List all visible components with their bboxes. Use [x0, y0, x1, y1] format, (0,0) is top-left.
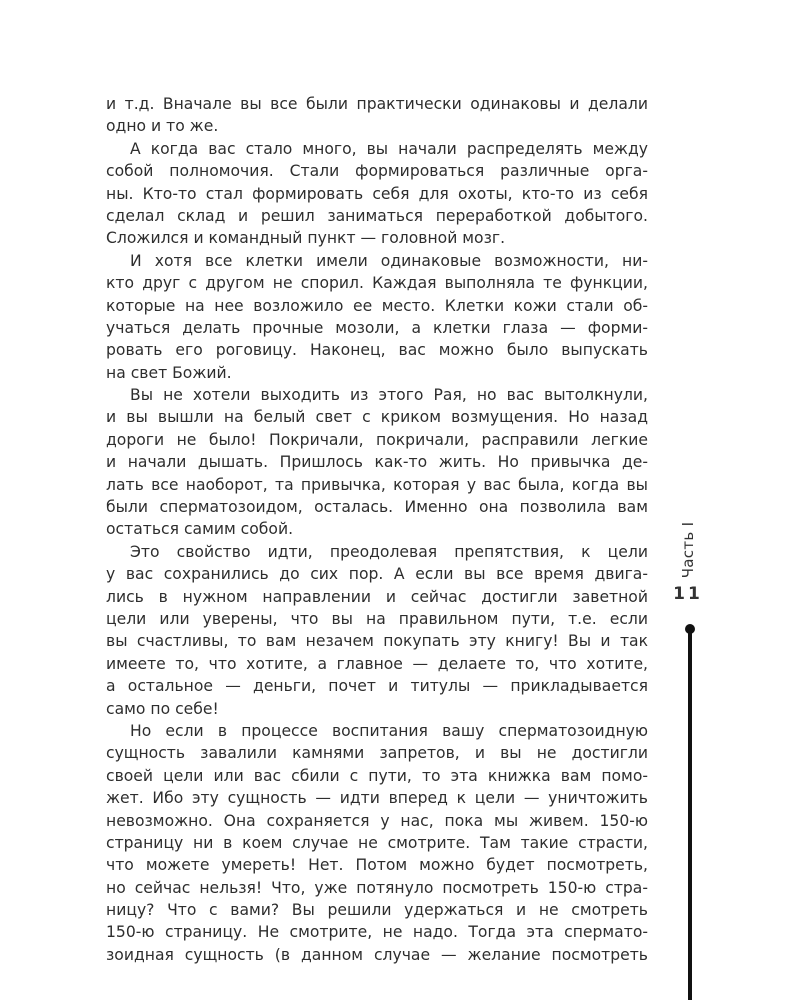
text-line: зоидная сущность (в данном случае — желание посмотреть [106, 945, 648, 964]
text-line: были сперматозоидом, осталась. Именно она позволила вам [106, 498, 648, 517]
text-line: у вас сохранились до сих пор. А если вы все время двига- [106, 565, 648, 584]
text-line: что можете умереть! Нет. Потом можно будет посмотреть, [106, 856, 648, 875]
text-line: но сейчас нельзя! Что, уже потянуло посмотреть 150-ю стра- [106, 878, 648, 897]
text-line: одно и то же. [106, 117, 219, 136]
text-line: сущность завалили камнями запретов, и вы не достигли [106, 744, 648, 763]
text-line: Сложился и командный пункт — головной мозг. [106, 229, 506, 248]
text-line: лать все наоборот, та привычка, которая у вас была, когда вы [106, 475, 648, 494]
text-line: вы счастливы, то вам незачем покупать эту книгу! Вы и так [106, 632, 648, 651]
text-line: само по себе! [106, 699, 219, 718]
text-line: ницу? Что с вами? Вы решили удержаться и не смотреть [106, 901, 648, 920]
text-line: сделал склад и решил заниматься переработкой добытого. [106, 206, 648, 225]
text-line: своей цели или вас сбили с пути, то эта книжка вам помо- [106, 766, 648, 785]
text-line: а остальное — деньги, почет и титулы — прикладывается [106, 677, 648, 696]
body-text [106, 93, 648, 966]
text-line: страницу ни в коем случае не смотрите. Там такие страсти, [106, 833, 648, 852]
text-line: и начали дышать. Пришлось как-то жить. Но привычка де- [106, 453, 648, 472]
text-line: Но если в процессе воспитания вашу сперматозоидную [130, 721, 648, 740]
text-line: собой полномочия. Стали формироваться различные орга- [106, 162, 648, 181]
text-line: кто друг с другом не спорил. Каждая выполняла те функции, [106, 274, 648, 293]
text-line: на свет Божий. [106, 363, 232, 382]
text-line: учаться делать прочные мозоли, а клетки глаза — форми- [106, 318, 648, 337]
text-line: и т.д. Вначале вы все были практически одинаковы и делали [106, 95, 648, 113]
text-line: которые на нее возложило ее место. Клетки кожи стали об- [106, 296, 648, 315]
text-line: ровать его роговицу. Наконец, вас можно было выпускать [106, 341, 648, 360]
text-line: имеете то, что хотите, а главное — делаете то, что хотите, [106, 654, 648, 673]
text-line: невозможно. Она сохраняется у нас, пока мы живем. 150-ю [106, 811, 648, 830]
text-line: И хотя все клетки имели одинаковые возможности, ни- [130, 251, 648, 270]
text-line: и вы вышли на белый свет с криком возмущения. Но назад [106, 408, 648, 427]
text-line: лись в нужном направлении и сейчас достигли заветной [106, 587, 648, 606]
text-line: Вы не хотели выходить из этого Рая, но вас вытолкнули, [130, 386, 648, 405]
page-number: 11 [673, 584, 703, 604]
section-label: Часть I [679, 521, 697, 579]
text-line: 150-ю страницу. Не смотрите, не надо. Тогда эта спермато- [106, 923, 648, 942]
text-line: остаться самим собой. [106, 520, 294, 539]
text-line: А когда вас стало много, вы начали распределять между [130, 139, 648, 158]
text-line: Это свойство идти, преодолевая препятствия, к цели [130, 542, 648, 561]
vertical-rule [688, 632, 692, 1000]
text-line: цели или уверены, что вы на правильном пути, т.е. если [106, 609, 648, 628]
text-line: дороги не было! Покричали, покричали, расправили легкие [106, 430, 648, 449]
text-line: ны. Кто-то стал формировать себя для охоты, кто-то из себя [106, 184, 648, 203]
text-line: жет. Ибо эту сущность — идти вперед к цели — уничтожить [106, 789, 648, 808]
